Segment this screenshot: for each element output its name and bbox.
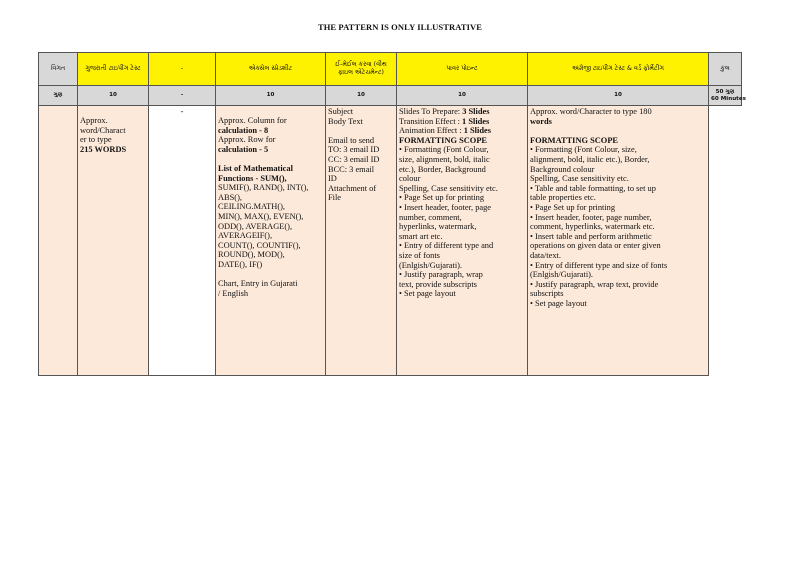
ppt-formatting-heading: FORMATTING SCOPE xyxy=(399,135,488,145)
ppt-line: • Formatting (Font Colour, xyxy=(399,145,489,155)
english-line: alignment, bold, italic etc.), Border, xyxy=(530,154,650,164)
english-word-count-unit: words xyxy=(530,116,552,126)
ppt-line: • Set page layout xyxy=(399,289,456,299)
english-line: • Justify paragraph, wrap text, provide xyxy=(530,279,659,289)
excel-functions-heading: List of Mathematical xyxy=(218,163,293,173)
gujarati-typing-word-count: 215 WORDS xyxy=(80,144,127,154)
email-cc: CC: 3 email ID xyxy=(328,154,380,164)
marks-gujarati: 10 xyxy=(78,86,149,106)
gujarati-typing-line: word/Charact xyxy=(80,125,126,135)
ppt-line: • Justify paragraph, wrap xyxy=(399,270,483,280)
english-line: • Set page layout xyxy=(530,298,587,308)
content-row xyxy=(39,106,742,376)
excel-functions-heading: Functions - SUM(), xyxy=(218,173,287,183)
header-blank-cell: - xyxy=(149,53,216,86)
english-line: • Page Set up for printing xyxy=(530,202,616,212)
gujarati-typing-line: er to type xyxy=(80,135,112,145)
ppt-line: (Enlgish/Gujarati). xyxy=(399,260,463,270)
content-english-typing xyxy=(528,106,709,376)
marks-english: 10 xyxy=(528,86,709,106)
english-line: operations on given data or enter given xyxy=(530,241,661,251)
ppt-line: hyperlinks, watermark, xyxy=(399,222,477,232)
excel-function-list: DATE(), IF() xyxy=(218,259,263,269)
header-row-main xyxy=(39,53,742,86)
content-powerpoint xyxy=(397,106,528,376)
content-excel xyxy=(216,106,326,376)
gujarati-typing-line: Approx. xyxy=(80,116,108,125)
excel-line xyxy=(218,126,323,136)
marks-blank: - xyxy=(149,86,216,106)
excel-function-list: ROUND(), MOD(), xyxy=(218,250,285,260)
header-gujarati-typing-cell: ગુજરાતી ટાઇપીંગ ટેસ્ટ xyxy=(78,53,149,86)
excel-line: Approx. Row for xyxy=(218,135,276,145)
english-line: subscripts xyxy=(530,289,564,299)
english-line: • Entry of different type and size of fonts xyxy=(530,260,668,270)
ppt-line: • Insert header, footer, page xyxy=(399,202,492,212)
header-total-cell: કુલ xyxy=(709,53,742,86)
marks-label: ગુણ xyxy=(39,86,78,106)
english-word-count xyxy=(530,107,706,117)
english-line: table properties etc. xyxy=(530,193,596,203)
marks-excel: 10 xyxy=(216,86,326,106)
ppt-line: smart art etc. xyxy=(399,231,443,241)
email-line: Body Text xyxy=(328,116,363,126)
ppt-line: • Page Set up for printing xyxy=(399,193,485,203)
excel-function-list: AVERAGEIF(), xyxy=(218,231,273,241)
excel-line: Approx. Column for xyxy=(218,116,287,125)
excel-columns: calculation - 8 xyxy=(218,125,269,135)
ppt-slides-label: Slides To Prepare: xyxy=(399,107,463,116)
email-line: Subject xyxy=(328,107,354,116)
content-detail-empty xyxy=(39,106,78,376)
header-detail-cell: વિગત xyxy=(39,53,78,86)
ppt-line: colour xyxy=(399,174,421,184)
email-line: Email to send xyxy=(328,135,375,145)
marks-row xyxy=(39,86,742,106)
excel-function-list: CEILING.MATH(), xyxy=(218,202,285,212)
english-line: • Insert table and perform arithmetic xyxy=(530,231,652,241)
english-line: • Insert header, footer, page number, xyxy=(530,212,652,222)
ppt-animation-value: 1 Slides xyxy=(463,126,491,136)
english-line: (Enlgish/Gujarati). xyxy=(530,270,594,280)
header-excel-cell: એક્સેલ સ્પ્રેડશીટ xyxy=(216,53,326,86)
ppt-transition-label: Transition Effect : xyxy=(399,116,463,126)
excel-function-list: COUNT(), COUNTIF(), xyxy=(218,240,301,250)
content-total-empty xyxy=(709,106,742,376)
email-attachment: File xyxy=(328,193,342,203)
ppt-line: Spelling, Case sensitivity etc. xyxy=(399,183,498,193)
content-email xyxy=(326,106,397,376)
page-title: THE PATTERN IS ONLY ILLUSTRATIVE xyxy=(317,22,483,32)
english-line: comment, hyperlinks, watermark etc. xyxy=(530,222,655,232)
english-line: Background colour xyxy=(530,164,595,174)
email-bcc: ID xyxy=(328,174,337,184)
excel-function-list: ABS(), xyxy=(218,192,242,202)
ppt-slides xyxy=(399,107,525,117)
content-gujarati-typing xyxy=(78,106,149,376)
ppt-transition-value: 1 Slides xyxy=(462,116,490,126)
english-line: Spelling, Case sensitivity etc. xyxy=(530,174,629,184)
ppt-animation-label: Animation Effect : xyxy=(399,126,464,136)
marks-total xyxy=(709,86,746,106)
ppt-line: number, comment, xyxy=(399,212,462,222)
excel-chart-entry: / English xyxy=(218,288,249,298)
marks-total-time: 60 Minutes xyxy=(711,95,746,102)
ppt-transition xyxy=(399,117,525,127)
excel-function-list: MIN(), MAX(), EVEN(), xyxy=(218,211,304,221)
marks-powerpoint: 10 xyxy=(397,86,528,106)
ppt-line: etc.), Border, Background xyxy=(399,164,486,174)
marks-email: 10 xyxy=(326,86,397,106)
excel-function-list: SUMIF(), RAND(), INT(), xyxy=(218,183,309,193)
excel-rows: calculation - 5 xyxy=(218,144,269,154)
header-powerpoint-cell: પાવર પોઇન્ટ xyxy=(397,53,528,86)
english-line: • Formatting (Font Colour, size, xyxy=(530,145,637,155)
content-blank xyxy=(149,106,216,376)
ppt-line: size, alignment, bold, italic xyxy=(399,154,490,164)
ppt-line: • Entry of different type and xyxy=(399,241,494,251)
english-word-count-text: Approx. word/Character to type 180 xyxy=(530,107,652,116)
pattern-grid xyxy=(38,52,746,376)
header-english-typing-cell: અંગ્રેજી ટાઇપીંગ ટેસ્ટ & વર્ડ ફોર્મેટીંગ xyxy=(528,53,709,86)
ppt-line: size of fonts xyxy=(399,250,440,260)
english-formatting-heading: FORMATTING SCOPE xyxy=(530,135,619,145)
english-line: • Table and table formatting, to set up xyxy=(530,183,656,193)
english-line: data/text. xyxy=(530,250,561,260)
excel-chart-entry: Chart, Entry in Gujarati xyxy=(218,279,298,289)
email-attachment: Attachment of xyxy=(328,183,377,193)
header-email-cell: ઈ-મેઈલ કરવા (વીથ ફાઇલ એટેચમેન્ટ) xyxy=(326,53,397,86)
ppt-animation xyxy=(399,126,525,136)
ppt-slides-value: 3 Slides xyxy=(462,107,490,116)
marks-total-score: 50 ગુણ xyxy=(715,88,735,95)
excel-function-list: ODD(), AVERAGE(), xyxy=(218,221,293,231)
blank-dash: - xyxy=(180,107,184,116)
email-bcc: BCC: 3 email xyxy=(328,164,375,174)
email-to: TO: 3 email ID xyxy=(328,145,380,155)
ppt-line: text, provide subscripts xyxy=(399,279,477,289)
